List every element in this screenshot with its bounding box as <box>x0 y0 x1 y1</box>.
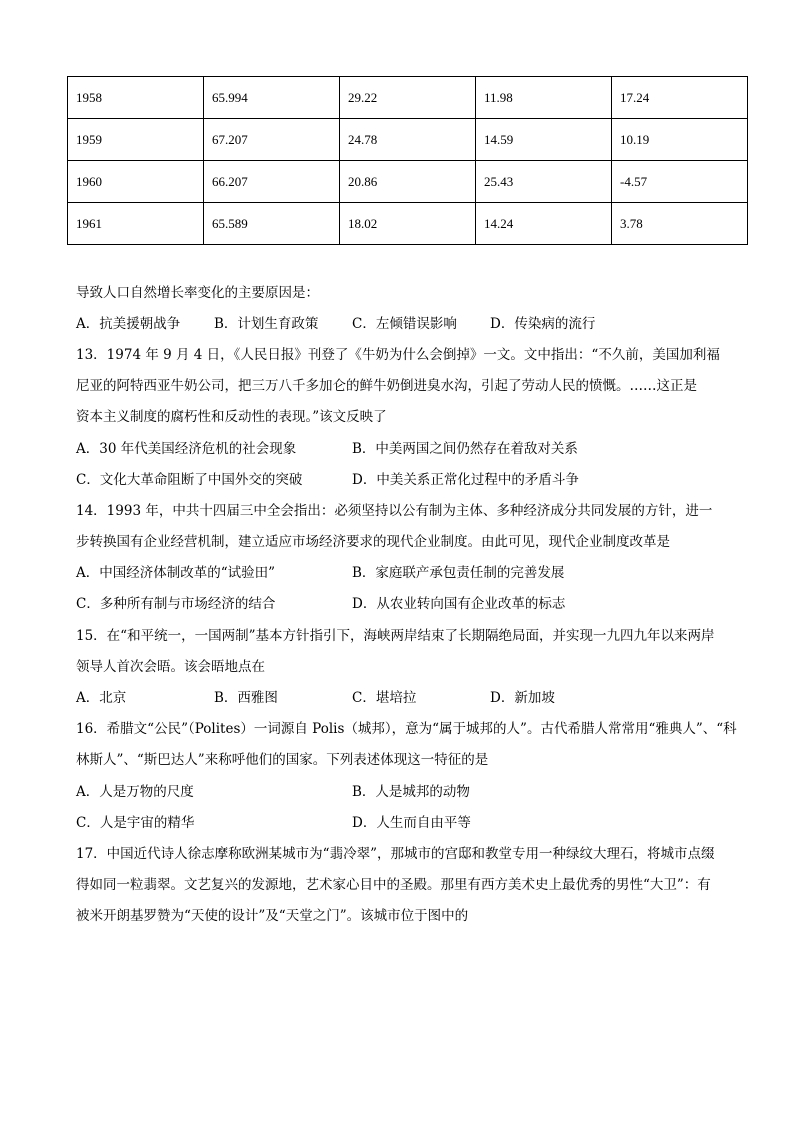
q15-option-d: D．新加坡 <box>490 690 555 706</box>
table-cell: 14.24 <box>476 203 612 245</box>
table-row <box>68 119 748 161</box>
table-row <box>68 77 748 119</box>
table-cell: 3.78 <box>612 203 748 245</box>
q12-stem: 导致人口自然增长率变化的主要原因是： <box>76 285 319 301</box>
table-cell: 1958 <box>68 77 204 119</box>
q13-option-c: C．文化大革命阻断了中国外交的突破 <box>76 472 303 488</box>
table-cell: 18.02 <box>340 203 476 245</box>
table-cell: 20.86 <box>340 161 476 203</box>
q13-option-a: A．30 年代美国经济危机的社会现象 <box>76 441 297 457</box>
table-cell: 11.98 <box>476 77 612 119</box>
table-row <box>68 203 748 245</box>
q16-option-d: D．人生而自由平等 <box>352 815 471 831</box>
q15-option-a: A．北京 <box>76 690 127 706</box>
table-cell: 10.19 <box>612 119 748 161</box>
table-cell: 24.78 <box>340 119 476 161</box>
q13-stem-line-3: 资本主义制度的腐朽性和反动性的表现。”该文反映了 <box>76 409 387 425</box>
table-cell: 25.43 <box>476 161 612 203</box>
table-cell: 1959 <box>68 119 204 161</box>
q13-stem-line-1: 13．1974 年 9 月 4 日，《人民日报》刊登了《牛奶为什么会倒掉》一文。文中指出：“不久前，美国加利福 <box>76 347 720 363</box>
table-cell: 65.994 <box>204 77 340 119</box>
table-cell: 17.24 <box>612 77 748 119</box>
table-cell: -4.57 <box>612 161 748 203</box>
q17-stem-line-2: 得如同一粒翡翠。文艺复兴的发源地，艺术家心目中的圣殿。那里有西方美术史上最优秀的男性“大卫”：有 <box>76 877 711 893</box>
table-cell: 1960 <box>68 161 204 203</box>
table-cell: 65.589 <box>204 203 340 245</box>
table-row <box>68 161 748 203</box>
q12-option-c: C．左倾错误影响 <box>352 316 457 332</box>
q16-stem-line-1: 16．希腊文“公民”（Polites）一词源自 Polis（城邦），意为“属于城邦的人”。古代希腊人常常用“雅典人”、“科 <box>76 721 737 737</box>
table-cell: 67.207 <box>204 119 340 161</box>
q12-option-a: A．抗美援朝战争 <box>76 316 181 332</box>
table-cell: 14.59 <box>476 119 612 161</box>
data-table <box>67 76 748 245</box>
q13-stem-line-2: 尼亚的阿特西亚牛奶公司，把三万八千多加仑的鲜牛奶倒进臭水沟，引起了劳动人民的愤慨。……这正是 <box>76 378 697 394</box>
q16-option-a: A．人是万物的尺度 <box>76 784 194 800</box>
q14-stem-line-1: 14．1993 年，中共十四届三中全会指出：必须坚持以公有制为主体、多种经济成分共同发展的方针，进一 <box>76 503 713 519</box>
q15-stem-line-1: 15．在“和平统一，一国两制”基本方针指引下，海峡两岸结束了长期隔绝局面，并实现一九四九年以来两岸 <box>76 628 715 644</box>
table-cell: 29.22 <box>340 77 476 119</box>
q14-option-c: C．多种所有制与市场经济的结合 <box>76 596 276 612</box>
q15-option-b: B．西雅图 <box>214 690 278 706</box>
q12-option-d: D．传染病的流行 <box>490 316 596 332</box>
q16-option-b: B．人是城邦的动物 <box>352 784 470 800</box>
q15-option-c: C．堪培拉 <box>352 690 417 706</box>
q14-option-d: D．从农业转向国有企业改革的标志 <box>352 596 566 612</box>
q13-option-b: B．中美两国之间仍然存在着敌对关系 <box>352 441 578 457</box>
table-cell: 1961 <box>68 203 204 245</box>
q17-stem-line-1: 17．中国近代诗人徐志摩称欧洲某城市为“翡冷翠”，那城市的宫邸和教堂专用一种绿纹大理石，将城市点缀 <box>76 846 715 862</box>
q16-stem-line-2: 林斯人”、“斯巴达人”来称呼他们的国家。下列表述体现这一特征的是 <box>76 752 489 768</box>
q14-option-b: B．家庭联产承包责任制的完善发展 <box>352 565 565 581</box>
q13-option-d: D．中美关系正常化过程中的矛盾斗争 <box>352 472 579 488</box>
table-cell: 66.207 <box>204 161 340 203</box>
q15-stem-line-2: 领导人首次会晤。该会晤地点在 <box>76 659 265 675</box>
q16-option-c: C．人是宇宙的精华 <box>76 815 195 831</box>
q14-stem-line-2: 步转换国有企业经营机制，建立适应市场经济要求的现代企业制度。由此可见，现代企业制度改革是 <box>76 534 670 550</box>
q14-option-a: A．中国经济体制改革的“试验田” <box>76 565 276 581</box>
q12-option-b: B．计划生育政策 <box>214 316 319 332</box>
q17-stem-line-3: 被米开朗基罗赞为“天使的设计”及“天堂之门”。该城市位于图中的 <box>76 908 469 924</box>
